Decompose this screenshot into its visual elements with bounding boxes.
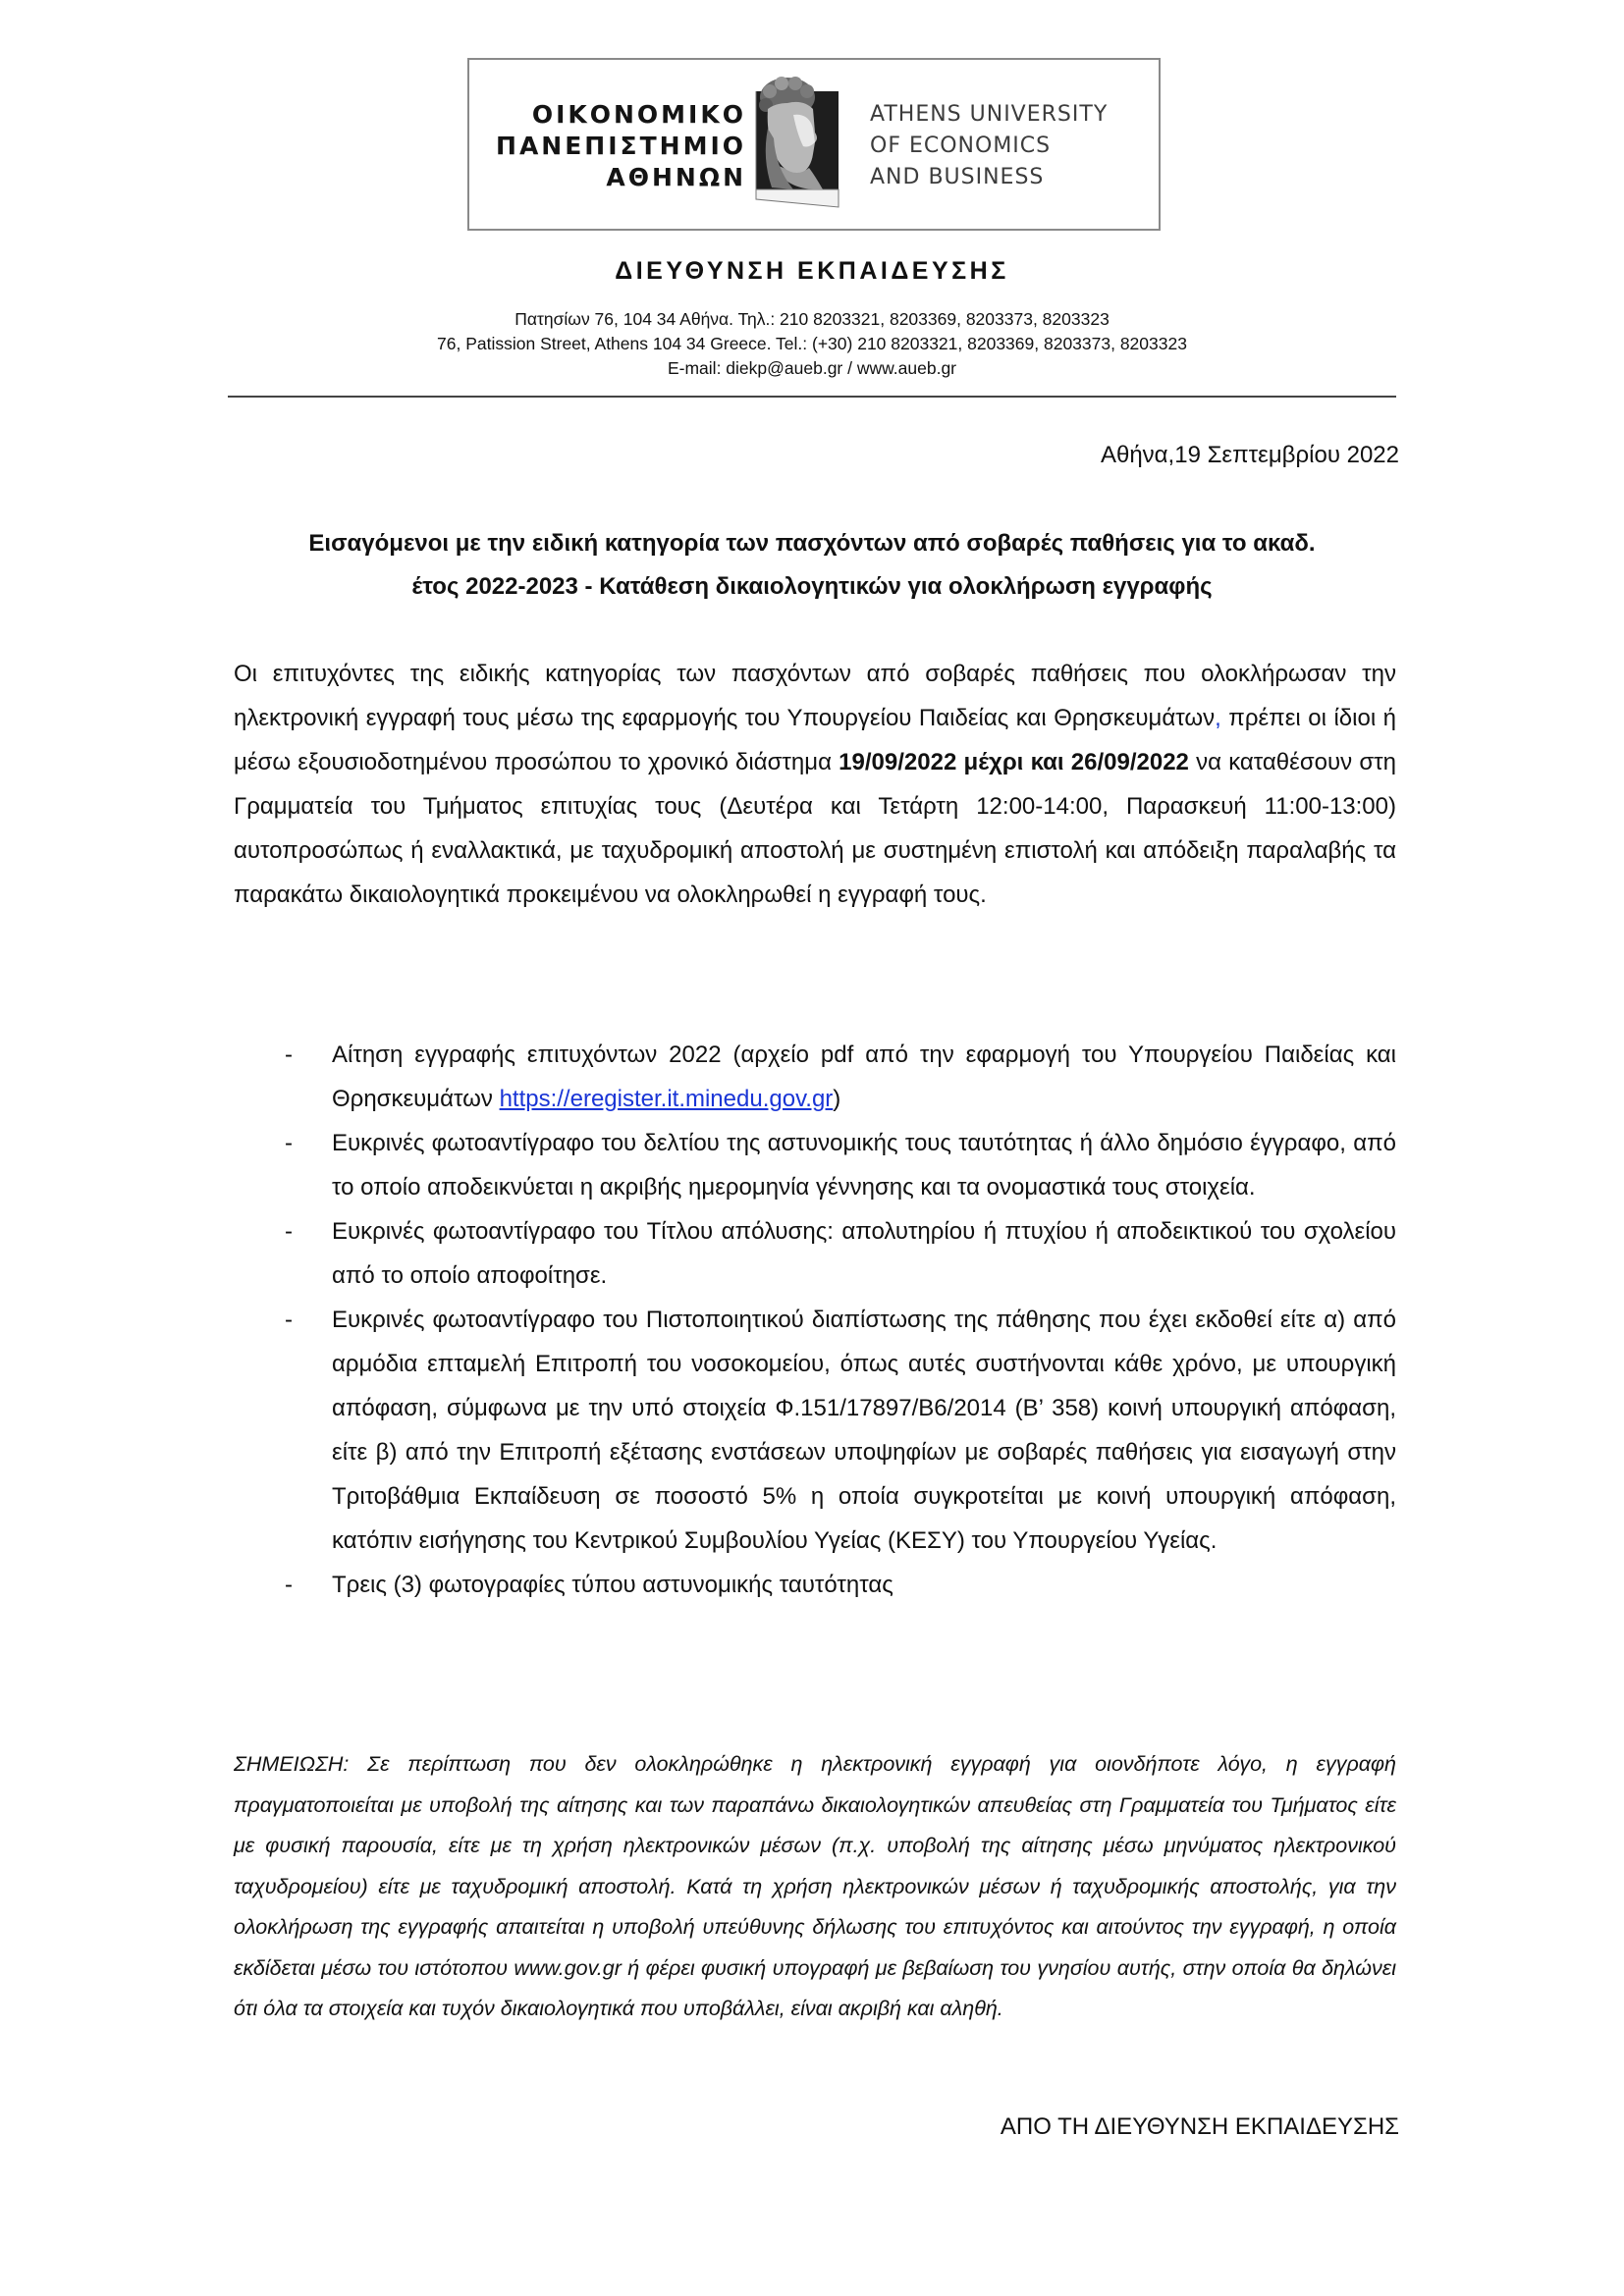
intro-comma: , <box>1215 705 1221 731</box>
dash-bullet-icon: - <box>285 1307 293 1333</box>
list-item-text: Ευκρινές φωτοαντίγραφο του Τίτλου απόλυσης: απολυτηρίου ή πτυχίου ή αποδεικτικού του σχολείου από το οποίο αποφοίτησε. <box>332 1218 1396 1289</box>
list-item <box>234 1563 1396 1607</box>
list-item-label-end: ) <box>833 1086 841 1112</box>
subject-line: έτος 2022-2023 - Κατάθεση δικαιολογητικών για ολοκλήρωση εγγραφής <box>411 573 1213 600</box>
logo-english-line: AND BUSINESS <box>870 165 1045 189</box>
intro-text: Οι επιτυχόντες της ειδικής κατηγορίας των πασχόντων από σοβαρές παθήσεις που ολοκλήρωσαν την ηλεκτρονική εγγραφή τους μέσω της εφαρμογής του Υπουργείου Παιδείας και Θρησκευμάτων <box>234 661 1396 731</box>
intro-text: να καταθέσουν στη Γραμματεία του Τμήματος επιτυχίας τους (Δευτέρα και Τετάρτη 12:00-14:00, Παρασκευή 11:00-13:00) αυτοπροσώπως ή εναλλακτικά, με ταχυδρομική αποστολή με συστημένη επιστολή και απόδειξη παραλαβής τα παρακάτω δικαιολογητικά προκειμένου να ολοκληρωθεί η εγγραφή τους. <box>234 749 1396 908</box>
logo-greek-line: ΠΑΝΕΠΙΣΤΗΜΙΟ <box>496 132 746 160</box>
document-subject <box>228 522 1396 609</box>
logo-english-line: OF ECONOMICS <box>870 133 1052 158</box>
dash-bullet-icon: - <box>285 1218 293 1245</box>
university-logo <box>467 58 1161 231</box>
list-item-label: Αίτηση εγγραφής επιτυχόντων 2022 (αρχείο pdf από την εφαρμογή του Υπουργείου Παιδείας και Θρησκευμάτων <box>332 1041 1396 1112</box>
logo-greek-line: ΑΘΗΝΩΝ <box>606 163 746 191</box>
dash-bullet-icon: - <box>285 1130 293 1156</box>
logo-english-line: ATHENS UNIVERSITY <box>870 102 1109 127</box>
logo-greek-name <box>496 99 746 193</box>
hermes-bust-icon <box>754 70 842 217</box>
header-divider <box>228 396 1396 398</box>
submission-dates: 19/09/2022 μέχρι και 26/09/2022 <box>839 749 1189 775</box>
logo-greek-line: ΟΙΚΟΝΟΜΙΚΟ <box>531 100 746 129</box>
address-english: 76, Patission Street, Athens 104 34 Greece. Tel.: (+30) 210 8203321, 8203369, 8203373, 8203323 <box>437 334 1187 353</box>
list-item-text: Ευκρινές φωτοαντίγραφο του δελτίου της αστυνομικής τους ταυτότητας ή άλλο δημόσιο έγγραφο, από το οποίο αποδεικνύεται η ακριβής ημερομηνία γέννησης και τα ονομαστικά τους στοιχεία. <box>332 1130 1396 1201</box>
list-item-text: Ευκρινές φωτοαντίγραφο του Πιστοποιητικού διαπίστωσης της πάθησης που έχει εκδοθεί είτε α) από αρμόδια επταμελή Επιτροπή του νοσοκομείου, όπως αυτές συστήνονται κάθε χρόνο, με υπουργική απόφαση, σύμφωνα με την υπό στοιχεία Φ.151/17897/Β6/2014 (Β’ 358) κοινή υπουργική απόφαση, είτε β) από την Επιτροπή εξέτασης ενστάσεων υποψηφίων με σοβαρές παθήσεις για εισαγωγή στην Τριτοβάθμια Εκπαίδευση σε ποσοστό 5% η οποία συγκροτείται με κοινή υπουργική απόφαση, κατόπιν εισήγησης του Κεντρικού Συμβουλίου Υγείας (ΚΕΣΥ) του Υπουργείου Υγείας. <box>332 1307 1396 1554</box>
department-title: ΔΙΕΥΘΥΝΣΗ ΕΚΠΑΙΔΕΥΣΗΣ <box>615 257 1009 285</box>
list-item-text <box>332 1041 1396 1112</box>
document-date: Αθήνα,19 Σεπτεμβρίου 2022 <box>1100 442 1399 468</box>
eregister-link[interactable]: https://eregister.it.minedu.gov.gr <box>499 1086 834 1112</box>
note-paragraph: ΣΗΜΕΙΩΣΗ: Σε περίπτωση που δεν ολοκληρώθηκε η ηλεκτρονική εγγραφή για οιονδήποτε λόγο, η εγγραφή πραγματοποιείται με υποβολή της αίτησης και των παραπάνω δικαιολογητικών απευθείας στη Γραμματεία του Τμήματος είτε με φυσική παρουσία, είτε με τη χρήση ηλεκτρονικών μέσων (π.χ. υποβολή της αίτησης μέσω μηνύματος ηλεκτρονικού ταχυδρομείου) είτε με ταχυδρομική αποστολή. Κατά τη χρήση ηλεκτρονικών μέσων ή ταχυδρομικής αποστολής, για την ολοκλήρωση της εγγραφής απαιτείται η υποβολή υπεύθυνης δήλωσης του επιτυχόντος και αιτούντος την εγγραφή, η οποία εκδίδεται μέσω του ιστότοπου www.gov.gr ή φέρει φυσική υπογραφή με βεβαίωση του γνησίου αυτής, στην οποία θα δηλώνει ότι όλα τα στοιχεία και τυχόν δικαιολογητικά που υποβάλλει, είναι ακριβή και αληθή. <box>234 1752 1396 2020</box>
intro-text: πρέπει οι ίδιοι ή μέσω εξουσιοδοτημένου προσώπου το χρονικό διάστημα <box>234 705 1396 775</box>
list-item-text: Τρεις (3) φωτογραφίες τύπου αστυνομικής ταυτότητας <box>332 1572 893 1598</box>
list-item <box>234 1121 1396 1209</box>
signature-line: ΑΠΟ ΤΗ ΔΙΕΥΘΥΝΣΗ ΕΚΠΑΙΔΕΥΣΗΣ <box>1000 2113 1399 2140</box>
contact-info: E-mail: diekp@aueb.gr / www.aueb.gr <box>667 358 956 378</box>
dash-bullet-icon: - <box>285 1041 293 1068</box>
list-item <box>234 1298 1396 1563</box>
subject-line: Εισαγόμενοι με την ειδική κατηγορία των πασχόντων από σοβαρές παθήσεις για το ακαδ. <box>308 530 1316 557</box>
list-item <box>234 1033 1396 1121</box>
intro-paragraph <box>234 652 1396 917</box>
dash-bullet-icon: - <box>285 1572 293 1598</box>
letterhead-address <box>0 307 1624 381</box>
required-documents-list <box>234 1033 1396 1607</box>
logo-english-name <box>870 99 1108 193</box>
list-item <box>234 1209 1396 1298</box>
address-greek: Πατησίων 76, 104 34 Αθήνα. Τηλ.: 210 8203321, 8203369, 8203373, 8203323 <box>514 309 1110 329</box>
